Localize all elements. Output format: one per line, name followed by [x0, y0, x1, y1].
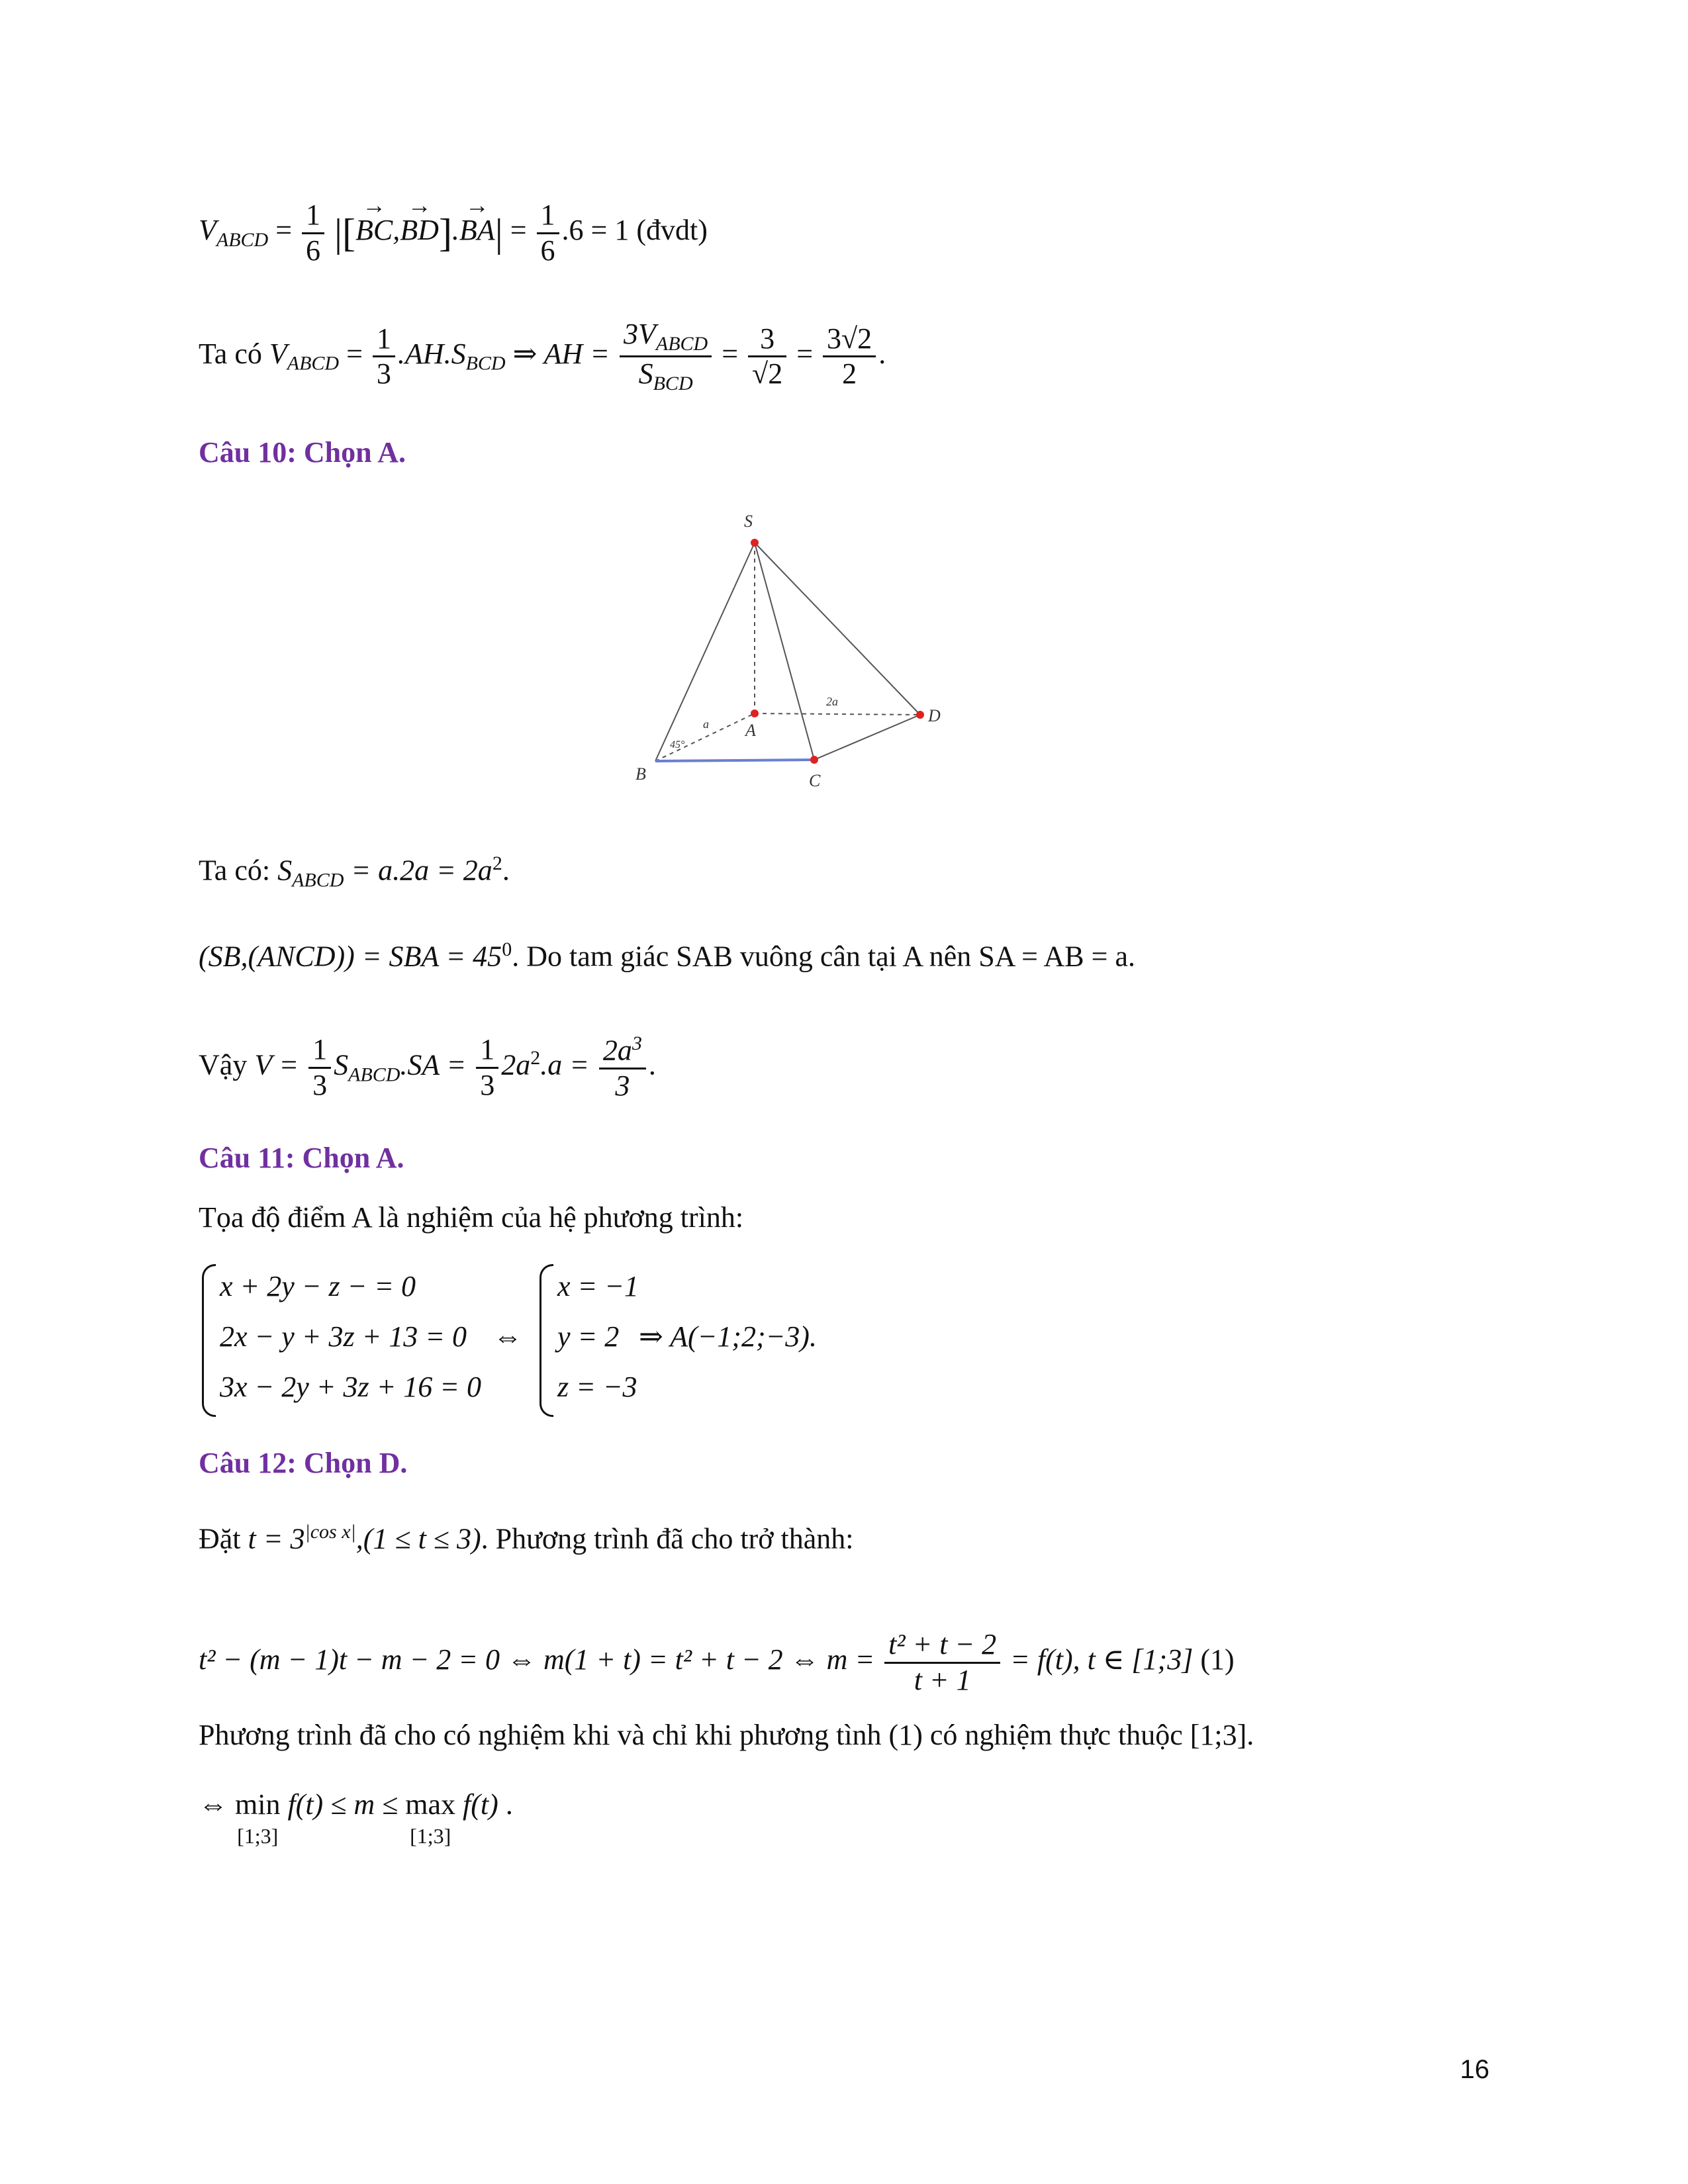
label-a: A [745, 721, 756, 740]
label-ab: a [703, 717, 709, 731]
substitution-line: Đặt $t = 3^{|cos x|},(1 \le t \le 3)$. Phương trình đã cho trở thành: [199, 1521, 854, 1555]
system-right-brace [539, 1264, 553, 1417]
label-c: C [809, 771, 821, 790]
minmax-line: ⇔ min [1;3] f(t) ≤ m ≤ max [1;3] f(t) . [199, 1788, 513, 1848]
system-right-eq3: z = −3 [557, 1371, 637, 1403]
q11-heading: Câu 11: Chọn A. [199, 1142, 404, 1174]
system-equiv: ⇔ [493, 1320, 522, 1353]
label-d: D [928, 706, 941, 725]
volume-formula: $V_{ABCD}$ = $\frac{1}{6}$ |[→ BC,→ BD].→ BA| = $\frac{1}{6}$ .6 = 1 (đvdt) [199, 199, 708, 267]
label-b: B [635, 764, 646, 784]
equation-line: t² − (m − 1)t − m − 2 = 0 ⇔ m(1 + t) = t² + t − 2 ⇔ m = $\frac{\text{t² + t − 2}}{t + 1}$ = f(t), t ∈ [1;3] (1) [199, 1628, 1235, 1696]
q10-heading: Câu 10: Chọn A. [199, 436, 406, 469]
system-left-brace [202, 1264, 216, 1417]
area-formula: Ta có: $S_{ABCD} = a.2a = 2a^2$. [199, 852, 510, 891]
system-left-eq1: x + 2y − z − = 0 [220, 1270, 416, 1302]
condition-text: Phương trình đã cho có nghiệm khi và chỉ khi phương tình (1) có nghiệm thực thuộc [1;3]. [199, 1719, 1254, 1751]
page-number: 16 [1460, 2055, 1489, 2084]
system-result: ⇒ A(−1;2;−3). [639, 1320, 817, 1353]
system-left-eq2: 2x − y + 3z + 13 = 0 [220, 1320, 467, 1353]
ah-formula: Ta có $V_{ABCD}$ = $\frac{1}{3}$ $.AH.S_{BCD}$ ⇒ AH = $\frac{3V_{ABCD}}{S_{BCD}}$ = $\frac{3}{√2}$ = $\frac{3√2}{2}$ . [199, 318, 886, 395]
system-right-eq1: x = −1 [557, 1270, 639, 1302]
angle-formula: (SB,(ANCD)) = SBA = $45^0$. Do tam giác SAB vuông cân tại A nên SA = AB = a. [199, 938, 1135, 973]
system-left-eq3: 3x − 2y + 3z + 16 = 0 [220, 1371, 481, 1403]
q12-heading: Câu 12: Chọn D. [199, 1447, 408, 1479]
pyramid-figure [616, 503, 960, 794]
label-angle: 45° [670, 739, 685, 751]
volume-result: Vậy V = $\frac{1}{3}$ $S_{ABCD}.SA$ = $\frac{1}{3}$ $2a^2.a$ = $\frac{2a^3}{3}$ . [199, 1032, 656, 1103]
q11-intro: Tọa độ điểm A là nghiệm của hệ phương trình: [199, 1201, 744, 1234]
label-s: S [744, 512, 753, 531]
system-right-eq2: y = 2 [557, 1320, 620, 1353]
label-2a: 2a [826, 695, 838, 708]
